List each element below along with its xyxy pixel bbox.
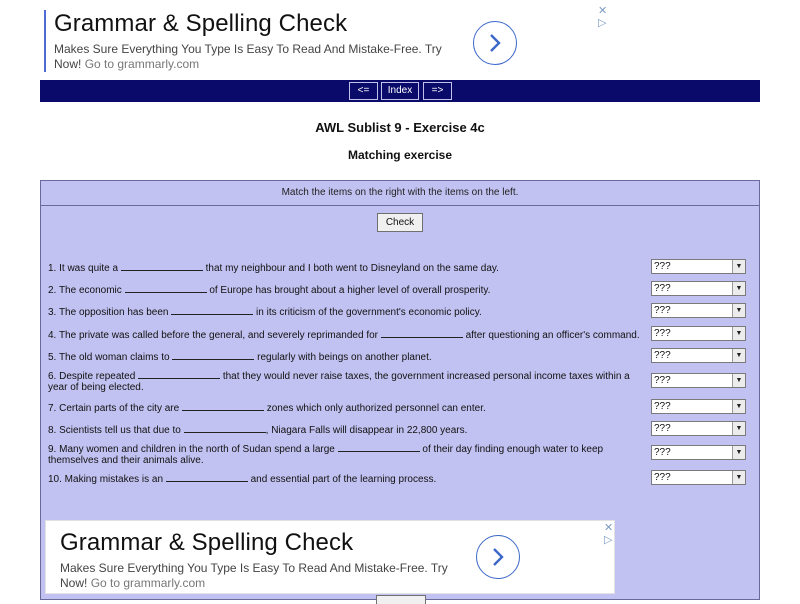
- ad-open-button[interactable]: [473, 21, 517, 65]
- ad-description: [60, 561, 460, 591]
- bottom-ad-banner[interactable]: [45, 520, 615, 594]
- answer-blank: [182, 402, 264, 411]
- check-button[interactable]: Check: [377, 213, 423, 232]
- select-value: ???: [654, 375, 671, 386]
- close-icon[interactable]: ✕: [598, 5, 608, 17]
- question-text-after: and essential part of the learning process.: [250, 474, 437, 485]
- answer-blank: [121, 262, 203, 271]
- select-value: ???: [654, 423, 671, 434]
- page-subtitle: Matching exercise: [347, 148, 453, 162]
- question-text-before: 1. It was quite a: [48, 263, 119, 274]
- answer-select-1[interactable]: [651, 259, 746, 274]
- close-icon[interactable]: ✕: [604, 522, 614, 534]
- chevron-down-icon[interactable]: ▼: [732, 374, 745, 387]
- answer-blank: [166, 473, 248, 482]
- page-title: AWL Sublist 9 - Exercise 4c: [315, 120, 485, 135]
- select-value: ???: [654, 305, 671, 316]
- question-2: [48, 284, 648, 296]
- answer-blank: [138, 370, 220, 379]
- question-text-after: in its criticism of the government's economic policy.: [256, 307, 482, 318]
- ad-open-button[interactable]: [476, 535, 520, 579]
- adchoices-icon[interactable]: ▷: [604, 534, 613, 546]
- chevron-right-icon: [491, 547, 505, 567]
- answer-select-7[interactable]: [651, 399, 746, 414]
- question-6: [48, 370, 648, 393]
- question-9: [48, 443, 648, 466]
- next-button[interactable]: =>: [423, 82, 452, 100]
- question-1: [48, 262, 648, 274]
- ad-title[interactable]: Grammar & Spelling Check: [60, 529, 354, 556]
- question-text-before: 3. The opposition has been: [48, 307, 169, 318]
- chevron-down-icon[interactable]: ▼: [732, 282, 745, 295]
- question-text-before: 6. Despite repeated: [48, 371, 136, 382]
- navigation-bar: [40, 80, 760, 102]
- question-4: [48, 329, 648, 341]
- chevron-down-icon[interactable]: ▼: [732, 304, 745, 317]
- top-ad-banner[interactable]: [40, 2, 615, 78]
- question-5: [48, 351, 648, 363]
- select-value: ???: [654, 261, 671, 272]
- question-text-before: 4. The private was called before the general, and severely reprimanded for: [48, 330, 379, 341]
- question-text-after: zones which only authorized personnel can enter.: [266, 403, 486, 414]
- question-7: [48, 402, 648, 414]
- ad-url-link[interactable]: Go to grammarly.com: [84, 57, 200, 71]
- ad-url-link[interactable]: Go to grammarly.com: [90, 576, 206, 590]
- question-text-before: 9. Many women and children in the north of Sudan spend a large: [48, 444, 335, 455]
- chevron-down-icon[interactable]: ▼: [732, 400, 745, 413]
- question-text-after: that my neighbour and I both went to Disneyland on the same day.: [205, 263, 499, 274]
- answer-select-10[interactable]: [651, 470, 746, 485]
- answer-select-9[interactable]: [651, 445, 746, 460]
- ad-description-text: Makes Sure Everything You Type Is Easy To Read And Mistake-Free. Try Now!: [60, 561, 448, 590]
- question-text-after: after questioning an officer's command.: [465, 330, 640, 341]
- chevron-down-icon[interactable]: ▼: [732, 471, 745, 484]
- chevron-down-icon[interactable]: ▼: [732, 327, 745, 340]
- adchoices-icon[interactable]: ▷: [598, 17, 607, 29]
- question-text-after: , Niagara Falls will disappear in 22,800 years.: [265, 425, 468, 436]
- instructions: Match the items on the right with the items on the left.: [41, 181, 759, 206]
- answer-select-6[interactable]: [651, 373, 746, 388]
- question-text-before: 5. The old woman claims to: [48, 352, 170, 363]
- answer-select-3[interactable]: [651, 303, 746, 318]
- chevron-right-icon: [488, 33, 502, 53]
- select-value: ???: [654, 472, 671, 483]
- answer-select-4[interactable]: [651, 326, 746, 341]
- previous-button[interactable]: <=: [349, 82, 378, 100]
- ad-description-text: Makes Sure Everything You Type Is Easy To Read And Mistake-Free. Try Now!: [54, 42, 442, 71]
- question-10: [48, 473, 648, 485]
- question-text-before: 7. Certain parts of the city are: [48, 403, 180, 414]
- answer-select-5[interactable]: [651, 348, 746, 363]
- answer-blank: [381, 329, 463, 338]
- select-value: ???: [654, 350, 671, 361]
- select-value: ???: [654, 447, 671, 458]
- answer-blank: [125, 284, 207, 293]
- select-value: ???: [654, 328, 671, 339]
- answer-blank: [171, 306, 253, 315]
- question-text-after: of their day finding enough water to keep themselves and their animals alive.: [48, 444, 604, 466]
- question-text-before: 2. The economic: [48, 285, 122, 296]
- ad-accent-bar: [44, 10, 46, 72]
- answer-blank: [184, 424, 266, 433]
- question-text-before: 10. Making mistakes is an: [48, 474, 164, 485]
- ad-title[interactable]: Grammar & Spelling Check: [54, 10, 348, 37]
- question-text-after: that they would never raise taxes, the government increased personal income taxes within a year of being elected.: [48, 371, 630, 393]
- chevron-down-icon[interactable]: ▼: [732, 260, 745, 273]
- question-text-after: of Europe has brought about a higher level of overall prosperity.: [209, 285, 491, 296]
- question-8: [48, 424, 648, 436]
- question-text-before: 8. Scientists tell us that due to: [48, 425, 181, 436]
- question-3: [48, 306, 648, 318]
- chevron-down-icon[interactable]: ▼: [732, 349, 745, 362]
- select-value: ???: [654, 283, 671, 294]
- answer-select-2[interactable]: [651, 281, 746, 296]
- answer-blank: [338, 443, 420, 452]
- chevron-down-icon[interactable]: ▼: [732, 422, 745, 435]
- index-button[interactable]: Index: [381, 82, 419, 100]
- question-text-after: regularly with beings on another planet.: [257, 352, 432, 363]
- ad-description: [54, 42, 454, 72]
- answer-blank: [172, 351, 254, 360]
- chevron-down-icon[interactable]: ▼: [732, 446, 745, 459]
- answer-select-8[interactable]: [651, 421, 746, 436]
- select-value: ???: [654, 401, 671, 412]
